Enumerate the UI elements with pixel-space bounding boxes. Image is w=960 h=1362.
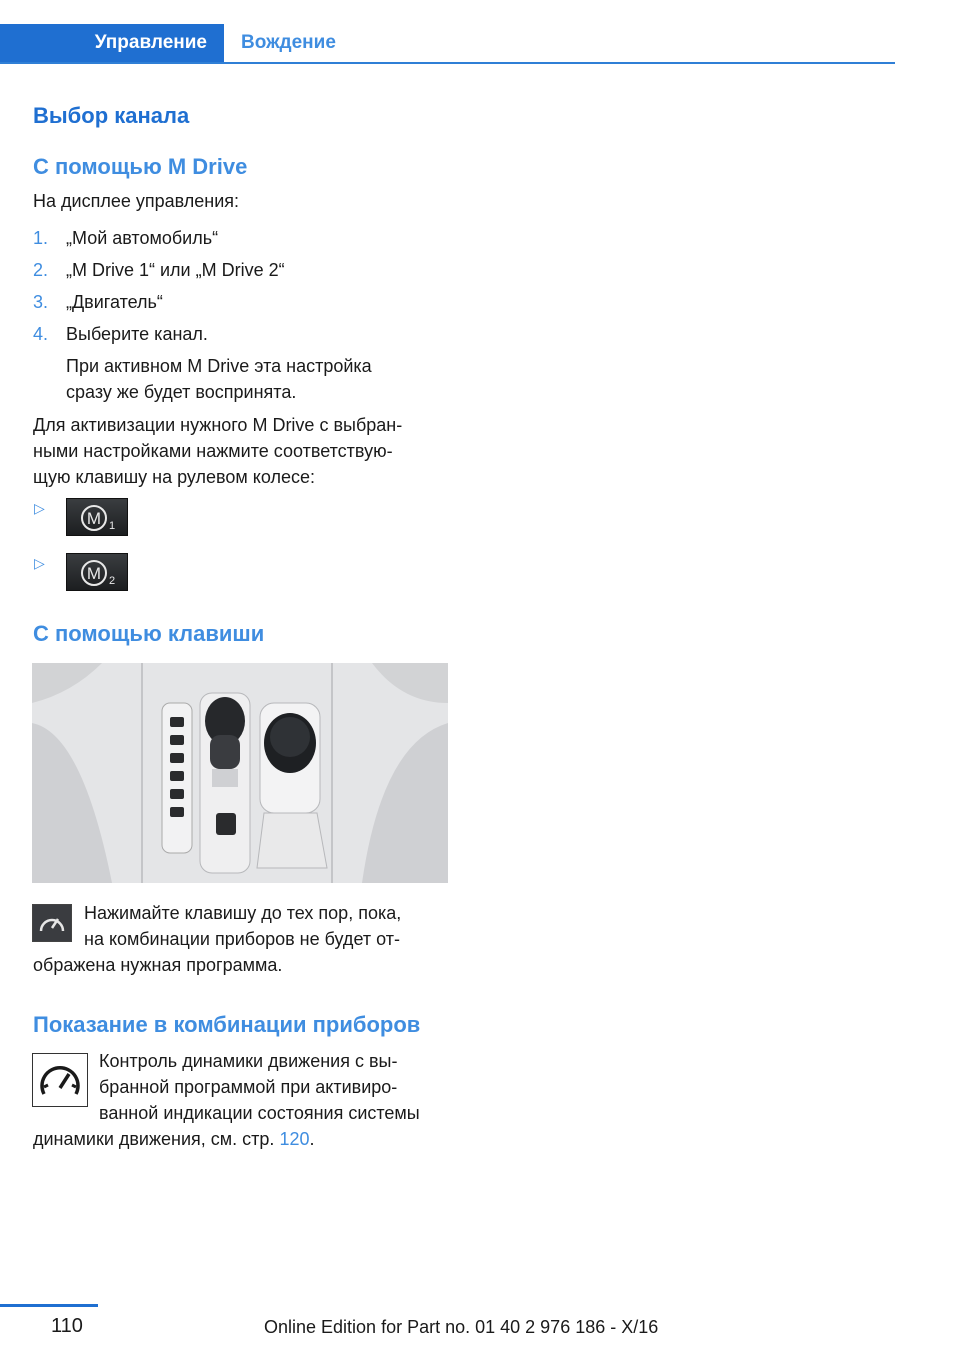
paragraph-line: ными настройками нажмите соответствую- <box>33 441 393 461</box>
step-number: 1. <box>33 228 49 248</box>
subheading-instrument-display: Показание в комбинации приборов <box>33 1012 421 1037</box>
bullet-triangle-icon: ▷ <box>34 555 45 571</box>
page-number: 110 <box>51 1315 83 1337</box>
subheading-m-drive: С помощью M Drive <box>33 154 248 179</box>
hold-text-line: на комбинации приборов не будет от- <box>84 929 400 949</box>
paragraph-line: щую клавишу на рулевом колесе: <box>33 467 316 487</box>
edition-info: Online Edition for Part no. 01 40 2 976 186 - X/16 <box>264 1317 659 1337</box>
display-text-last-line <box>33 1124 315 1154</box>
step-text: „M Drive 1“ или „M Drive 2“ <box>66 260 285 280</box>
display-text-line: бранной программой при активиро- <box>99 1077 398 1097</box>
chapter-tabs <box>0 24 895 64</box>
paragraph-line: Для активизации нужного M Drive с выбран- <box>33 415 403 435</box>
center-console-illustration <box>32 663 448 883</box>
display-text-end: . <box>309 1129 315 1149</box>
step-text: „Мой автомобиль“ <box>66 228 219 248</box>
step-note-line: При активном M Drive эта настройка <box>66 356 372 376</box>
section-title: Выбор канала <box>33 103 190 128</box>
footer-accent-line <box>0 1304 98 1307</box>
subheading-button: С помощью клавиши <box>33 621 265 646</box>
step-text: Выберите канал. <box>66 324 208 344</box>
page-reference-link[interactable]: 120 <box>279 1129 310 1149</box>
dynamic-control-icon <box>32 1053 88 1107</box>
bullet-triangle-icon: ▷ <box>34 500 45 516</box>
tab-vozhdenie[interactable]: Вождение <box>241 32 336 53</box>
step-number: 4. <box>33 324 49 344</box>
step-note-line: сразу же будет воспринята. <box>66 382 297 402</box>
svg-text:M: M <box>86 564 102 583</box>
display-text-line: ванной индикации состояния системы <box>99 1103 420 1123</box>
m1-button-icon <box>66 498 128 536</box>
hold-text-line: ображена нужная программа. <box>33 955 283 975</box>
display-text-last: динамики движения, см. стр. <box>33 1129 275 1149</box>
speedometer-icon <box>32 904 72 942</box>
m1-subscript: 1 <box>109 520 116 532</box>
hold-text-line: Нажимайте клавишу до тех пор, пока, <box>84 903 402 923</box>
tab-upravlenie[interactable]: Управление <box>0 24 224 62</box>
svg-text:M: M <box>86 509 102 528</box>
intro-text: На дисплее управления: <box>33 191 240 211</box>
m2-subscript: 2 <box>109 575 116 587</box>
step-text: „Двигатель“ <box>66 292 163 312</box>
display-text-line: Контроль динамики движения с вы- <box>99 1051 398 1071</box>
step-number: 3. <box>33 292 49 312</box>
step-number: 2. <box>33 260 49 280</box>
m2-button-icon <box>66 553 128 591</box>
